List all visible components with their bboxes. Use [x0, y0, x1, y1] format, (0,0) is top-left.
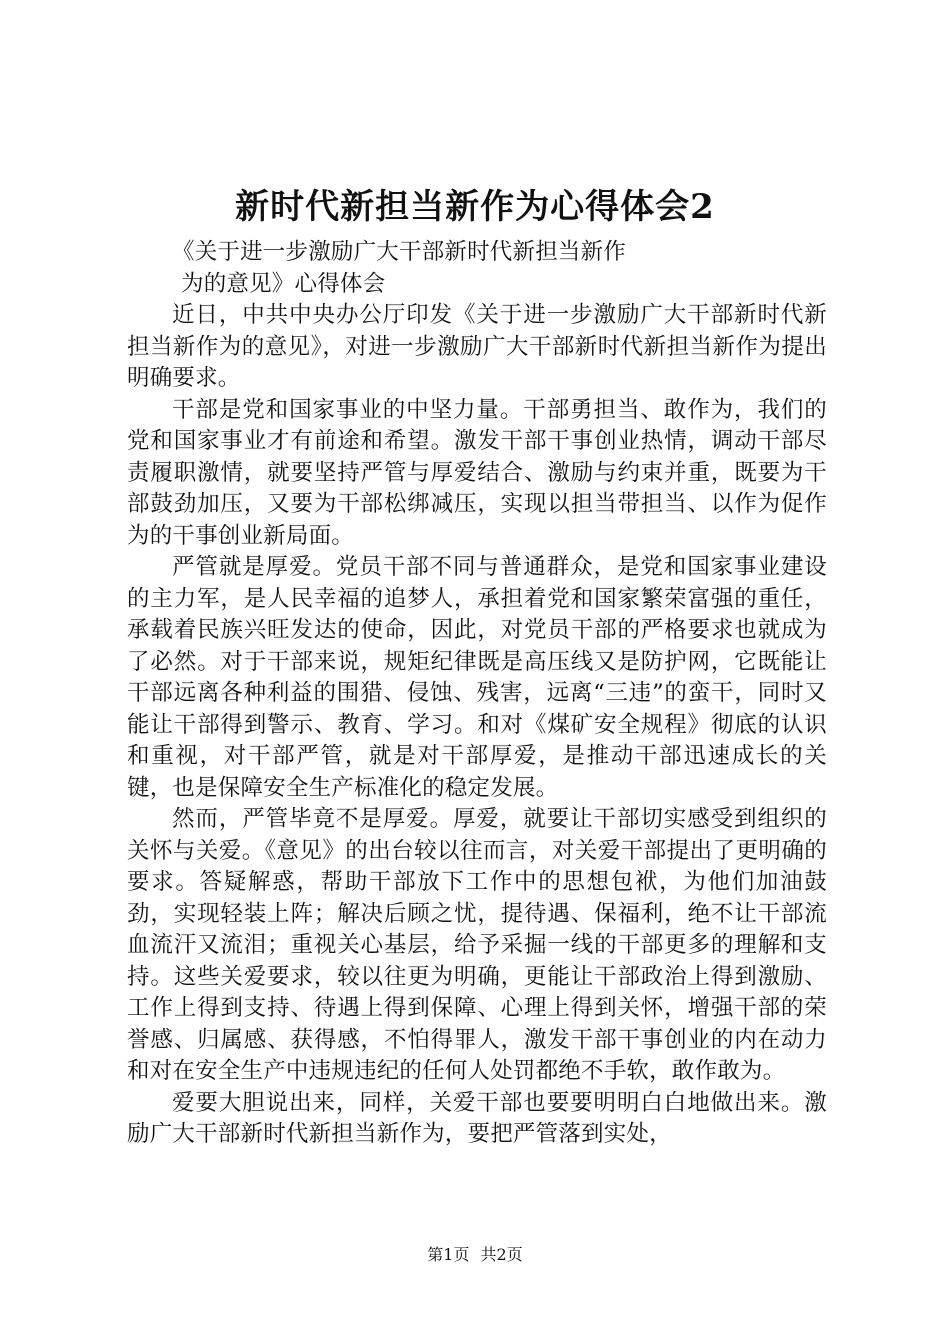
- document-title: 新时代新担当新作为心得体会2: [235, 187, 715, 227]
- paragraph-4: 然而，严管毕竟不是厚爱。厚爱，就要让干部切实感受到组织的关怀与关爱。《意见》的出台较以往而言，对关爱干部提出了更明确的要求。答疑解惑，帮助干部放下工作中的思想包袱，为他们加油鼓劲，实现轻装上阵；解决后顾之忧，提待遇、保福利，绝不让干部流血流汗又流泪；重视关心基层，给予采掘一线的干部更多的理解和支持。这些关爱要求，较以往更为明确，更能让干部政治上得到激励、工作上得到支持、待遇上得到保障、心理上得到关怀，增强干部的荣誉感、归属感、获得感，不怕得罪人，激发干部干事创业的内在动力和对在安全生产中违规违纪的任何人处罚都绝不手软，敢作敢为。: [127, 806, 827, 1084]
- page-footer: [0, 1245, 950, 1265]
- page-total: 共2页: [480, 1245, 523, 1264]
- paragraph-2: 干部是党和国家事业的中坚力量。干部勇担当、敢作为，我们的党和国家事业才有前途和希望。激发干部干事创业热情，调动干部尽责履职激情，就要坚持严管与厚爱结合、激励与约束并重，既要为干部鼓劲加压，又要为干部松绑减压，实现以担当带担当、以作为促作为的干事创业新局面。: [127, 396, 827, 549]
- paragraph-1: 近日，中共中央办公厅印发《关于进一步激励广大干部新时代新担当新作为的意见》，对进一步激励广大干部新时代新担当新作为提出明确要求。: [127, 302, 827, 391]
- subtitle-line-1: 《关于进一步激励广大干部新时代新担当新作: [172, 239, 627, 265]
- paragraph-5: 爱要大胆说出来，同样，关爱干部也要要明明白白地做出来。激励广大干部新时代新担当新作为，要把严管落到实处，: [127, 1089, 827, 1147]
- document-body: [127, 237, 827, 1151]
- page-number: 第1页: [427, 1245, 470, 1264]
- paragraph-3: 严管就是厚爱。党员干部不同与普通群众，是党和国家事业建设的主力军，是人民幸福的追梦人，承担着党和国家繁荣富强的重任，承载着民族兴旺发达的使命，因此，对党员干部的严格要求也就成为了必然。对于干部来说，规矩纪律既是高压线又是防护网，它既能让干部远离各种利益的围猎、侵蚀、残害，远离“三违”的蛮干，同时又能让干部得到警示、教育、学习。和对《煤矿安全规程》彻底的认识和重视，对干部严管，就是对干部厚爱，是推动干部迅速成长的关键，也是保障安全生产标准化的稳定发展。: [127, 554, 827, 801]
- subtitle-line-2: 为的意见》心得体会: [181, 270, 386, 297]
